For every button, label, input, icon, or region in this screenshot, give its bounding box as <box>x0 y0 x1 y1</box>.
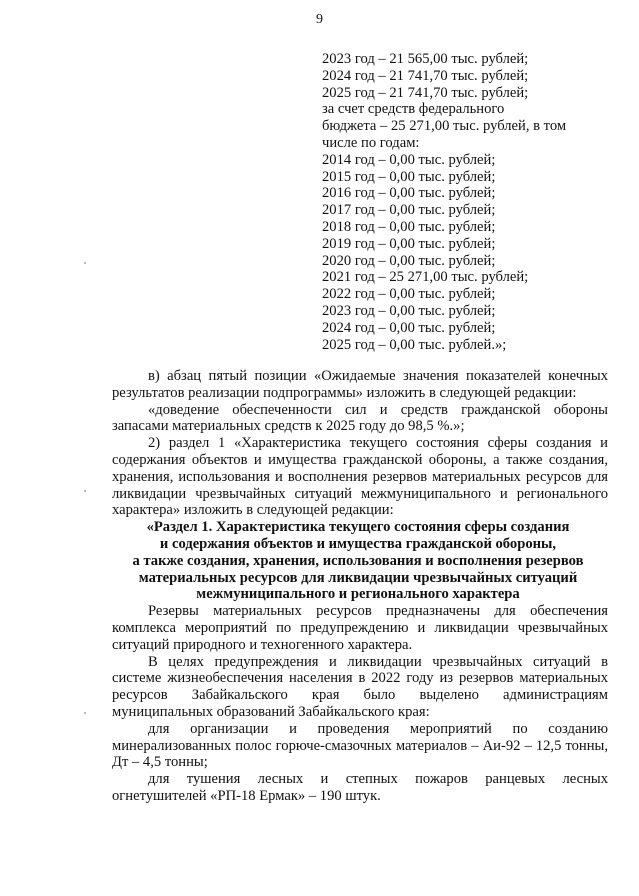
paragraph-amendment-v: в) абзац пятый позиции «Ожидаемые значения показателей конечных результатов реализации подпрограммы» изложить в следующей редакции: <box>112 368 608 401</box>
funding-line: 2015 год – 0,00 тыс. рублей; <box>322 168 496 185</box>
section-heading-line: межмуниципального и регионального характера <box>196 586 520 603</box>
scan-speck <box>84 712 86 714</box>
section-heading-line: а также создания, хранения, использования и восполнения резервов <box>132 552 584 569</box>
funding-line: бюджета – 25 271,00 тыс. рублей, в том <box>322 118 567 135</box>
funding-line: 2018 год – 0,00 тыс. рублей; <box>322 218 496 235</box>
paragraph-fire-extinguishers: для тушения лесных и степных пожаров ранцевых лесных огнетушителей «РП-18 Ермак» – 190 штук. <box>112 771 608 804</box>
funding-line: 2025 год – 0,00 тыс. рублей.»; <box>322 336 507 353</box>
funding-line: 2019 год – 0,00 тыс. рублей; <box>322 235 496 252</box>
funding-line: 2025 год – 21 741,70 тыс. рублей; <box>322 84 529 101</box>
funding-line: 2016 год – 0,00 тыс. рублей; <box>322 185 496 202</box>
section-heading-line: и содержания объектов и имущества гражданской обороны, <box>159 535 557 552</box>
paragraph-fuel: для организации и проведения мероприятий по созданию минерализованных полос горюче-смазочных материалов – Аи-92 – 12,5 тонны, Дт – 4,5 тонны; <box>112 720 608 771</box>
paragraph-amendment-2: 2) раздел 1 «Характеристика текущего состояния сферы создания и содержания объектов и имущества гражданской обороны, а также создания, хранения, использования и восполнения резервов материальных ресурсов для ликвидации чрезвычайных ситуаций межмуниципального и регионального характера» изложить в следующей редакции: <box>112 435 608 519</box>
scan-speck <box>84 262 86 264</box>
funding-line: 2017 год – 0,00 тыс. рублей; <box>322 202 496 219</box>
funding-line: 2023 год – 0,00 тыс. рублей; <box>322 302 496 319</box>
paragraph-target-value: «доведение обеспеченности сил и средств гражданской обороны запасами материальных средств к 2025 году до 98,5 %.»; <box>112 401 608 435</box>
funding-line: 2021 год – 25 271,00 тыс. рублей; <box>322 269 529 286</box>
funding-line: 2020 год – 0,00 тыс. рублей; <box>322 252 496 269</box>
funding-line: 2022 год – 0,00 тыс. рублей; <box>322 286 496 303</box>
funding-line: числе по годам: <box>322 134 420 151</box>
section-heading-line: материальных ресурсов для ликвидации чрезвычайных ситуаций <box>138 569 578 586</box>
funding-breakdown <box>322 51 622 353</box>
funding-line: 2014 год – 0,00 тыс. рублей; <box>322 151 496 168</box>
section-heading <box>108 519 608 603</box>
funding-line: 2024 год – 0,00 тыс. рублей; <box>322 319 496 336</box>
funding-line: 2023 год – 21 565,00 тыс. рублей; <box>322 51 529 67</box>
document-body <box>112 368 608 805</box>
section-heading-line: «Раздел 1. Характеристика текущего состояния сферы создания <box>146 519 570 536</box>
paragraph-reserves: Резервы материальных ресурсов предназначены для обеспечения комплекса мероприятий по предупреждению и ликвидации чрезвычайных ситуаций природного и техногенного характера. <box>112 603 608 653</box>
funding-line: 2024 год – 21 741,70 тыс. рублей; <box>322 67 529 84</box>
page-number: 9 <box>316 12 323 27</box>
scan-speck <box>84 490 86 492</box>
paragraph-2022-allocation: В целях предупреждения и ликвидации чрезвычайных ситуаций в системе жизнеобеспечения населения в 2022 году из резервов материальных ресурсов Забайкальского края было выделено администрациям муниципальных образований Забайкальского края: <box>112 653 608 720</box>
funding-line: за счет средств федерального <box>322 101 505 118</box>
